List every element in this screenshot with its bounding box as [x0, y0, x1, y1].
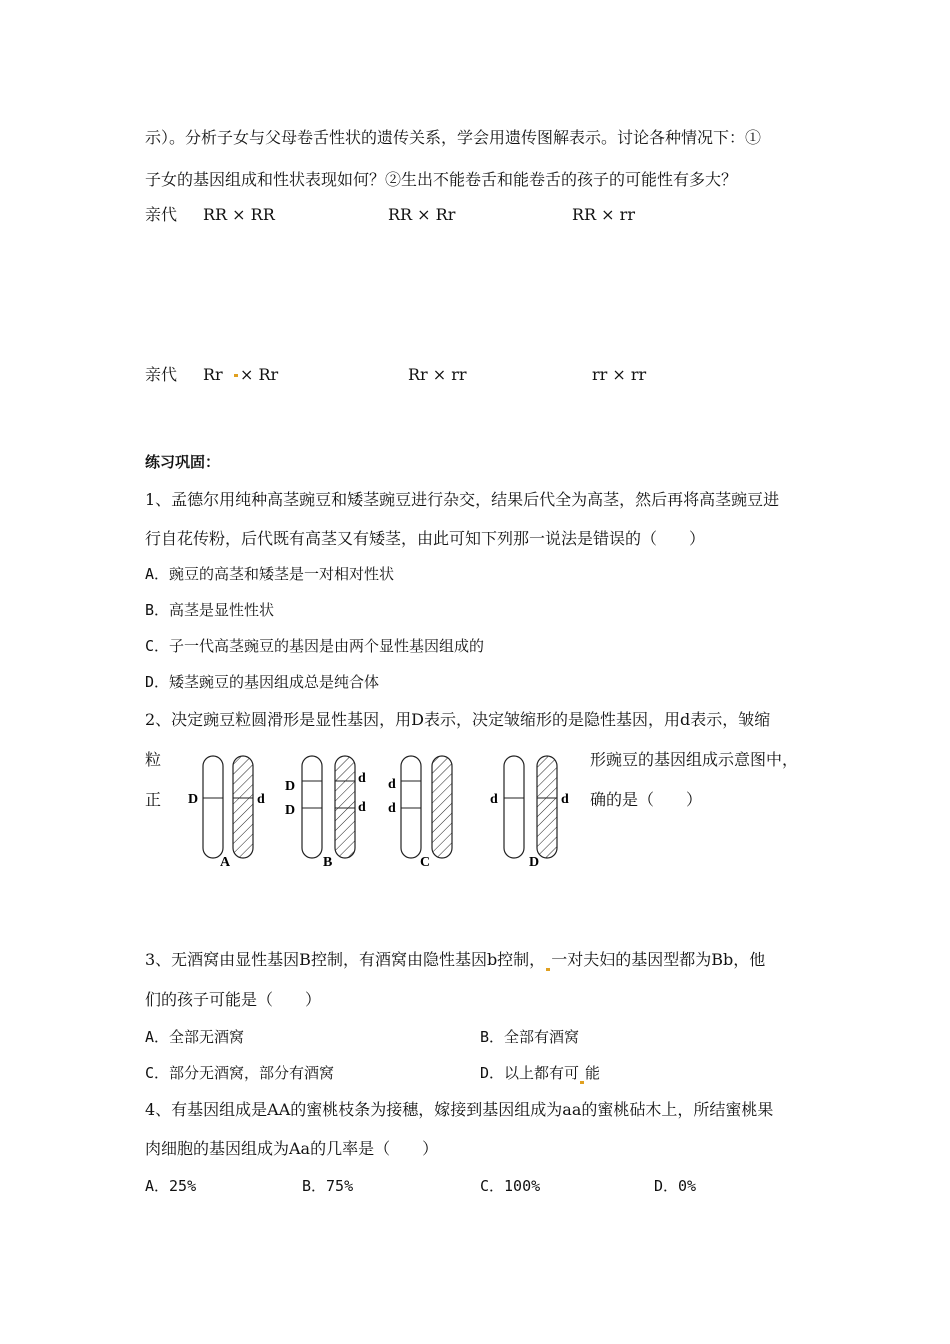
- intro-line-2: 子女的基因组成和性状表现如何？②生出不能卷舌和能卷舌的孩子的可能性有多大？: [145, 170, 738, 189]
- gene-label-a-left: D: [188, 792, 199, 807]
- edit-mark: [234, 374, 238, 377]
- figure-option-d: [490, 756, 569, 870]
- q4-option-b: B．75%: [302, 1177, 354, 1195]
- q1-line-1: 1、孟德尔用纯种高茎豌豆和矮茎豌豆进行杂交，结果后代全为高茎，然后再将高茎豌豆进: [145, 490, 780, 509]
- q1-option-d: D．矮茎豌豆的基因组成总是纯合体: [145, 673, 380, 691]
- q2-left-2: 正: [145, 790, 162, 809]
- q3-option-a: A．全部无酒窝: [145, 1028, 245, 1046]
- q4-option-d: D．0%: [654, 1177, 697, 1195]
- cross-2-1b: × Rr: [240, 365, 279, 384]
- gene-label-d-left: d: [490, 792, 498, 807]
- q2-line-1: 2、决定豌豆粒圆滑形是显性基因，用D表示，决定皱缩形的是隐性基因，用d表示，皱缩: [145, 710, 771, 729]
- q3-option-d-part2: 能: [585, 1064, 601, 1082]
- intro-line-1: 示）。分析子女与父母卷舌性状的遗传关系，学会用遗传图解表示。讨论各种情况下：①: [145, 128, 762, 147]
- q3-line-1a: 3、无酒窝由显性基因B控制，有酒窝由隐性基因b控制，: [145, 950, 546, 969]
- q2-right-2: 确的是（ ）: [590, 790, 703, 809]
- gene-label-b-right-1: d: [358, 771, 366, 786]
- figure-option-b: [285, 756, 366, 870]
- figure-label-c: C: [420, 855, 431, 870]
- q3-line-1: [145, 950, 765, 971]
- edit-mark: [580, 1081, 584, 1084]
- gene-label-b-left-2: D: [285, 803, 296, 818]
- q3-option-d-part1: D．以上都有可: [480, 1064, 580, 1082]
- q4-line-1: 4、有基因组成是AA的蜜桃枝条为接穗，嫁接到基因组成为aa的蜜桃砧木上，所结蜜桃果: [145, 1100, 774, 1119]
- chromosome-figure: [180, 748, 580, 873]
- q4-option-a: A．25%: [145, 1177, 197, 1195]
- gene-label-b-right-2: d: [358, 800, 366, 815]
- cross-2-1a: Rr: [203, 365, 223, 384]
- cross-1-2: RR × Rr: [388, 205, 456, 224]
- gene-label-c-left-2: d: [388, 801, 396, 816]
- q4-option-c: C．100%: [480, 1177, 541, 1195]
- cross-1-1: RR × RR: [203, 205, 275, 224]
- cross-label-1: 亲代: [145, 205, 178, 224]
- figure-label-d: D: [529, 855, 540, 870]
- gene-label-b-left-1: D: [285, 779, 296, 794]
- cross-2-3: rr × rr: [592, 365, 647, 384]
- cross-label-2: 亲代: [145, 365, 178, 384]
- edit-mark: [546, 968, 550, 971]
- q1-line-2: 行自花传粉，后代既有高茎又有矮茎，由此可知下列那一说法是错误的（ ）: [145, 529, 706, 548]
- q3-line-2: 们的孩子可能是（ ）: [145, 990, 322, 1009]
- gene-label-a-right: d: [257, 792, 265, 807]
- q3-line-1b: 一对夫妇的基因型都为Bb，他: [551, 950, 766, 969]
- figure-label-b: B: [323, 855, 333, 870]
- q3-option-d: [480, 1063, 600, 1084]
- gene-label-c-left-1: d: [388, 777, 396, 792]
- practice-heading: 练习巩固：: [145, 453, 221, 471]
- q3-option-c: C．部分无酒窝，部分有酒窝: [145, 1064, 335, 1082]
- figure-option-a: [188, 756, 265, 870]
- gene-label-d-right: d: [561, 792, 569, 807]
- cross-2-2: Rr × rr: [408, 365, 467, 384]
- q1-option-b: B．高茎是显性性状: [145, 601, 275, 619]
- q2-left-1: 粒: [145, 750, 162, 769]
- q4-line-2: 肉细胞的基因组成为Aa的几率是（ ）: [145, 1139, 439, 1158]
- cross-1-3: RR × rr: [572, 205, 635, 224]
- figure-label-a: A: [220, 855, 231, 870]
- q2-right-1: 形豌豆的基因组成示意图中，: [590, 750, 799, 769]
- q1-option-c: C．子一代高茎豌豆的基因是由两个显性基因组成的: [145, 637, 485, 655]
- q1-option-a: A．豌豆的高茎和矮茎是一对相对性状: [145, 565, 395, 583]
- figure-option-c: [388, 756, 452, 870]
- q3-option-b: B．全部有酒窝: [480, 1028, 580, 1046]
